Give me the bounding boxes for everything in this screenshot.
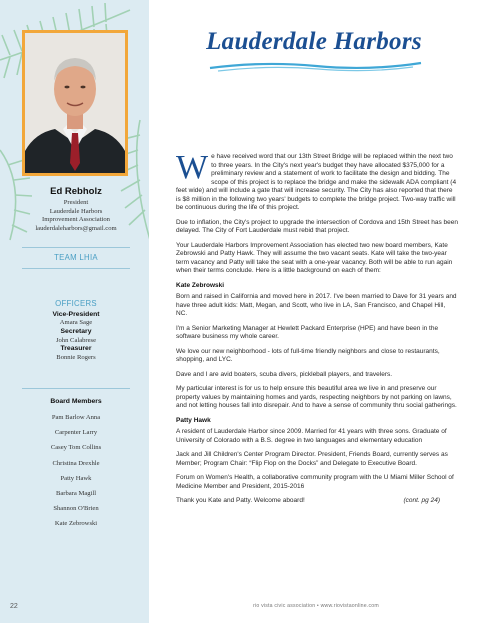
divider: [22, 268, 130, 269]
president-org-line-1: Lauderdale Harbors: [49, 207, 103, 215]
president-photo: [22, 30, 128, 176]
lead-text: e have received word that our 13th Street Bridge will be replaced within the next two to three years. In the City's next year's budget they have allocated $375,000 for a preliminary review and a statement of work to facilitate the design and bidding. The scope of this project is to replace the bridge and make the sidewalk ADA compliant (4 feet wide) and will include a gate that will increase security. The City has also reported that there is $8 million in the following two years' budgets to complete the bridge project. Two-way traffic will be continuous during the life of this project.: [176, 153, 457, 211]
officer-role: Secretary: [60, 328, 92, 336]
board-member: Kate Zebrowski: [54, 520, 98, 528]
divider: [22, 247, 130, 248]
kate-heading: Kate Zebrowski: [176, 281, 225, 289]
footer: rio vista civic association • www.riovistaonline.com: [253, 603, 379, 609]
board-member: Pam Barlow Anna: [51, 414, 101, 421]
team-label: TEAM LHIA: [54, 253, 98, 262]
board-member: Shannon O'Brien: [53, 505, 99, 513]
paragraph: Forum on Women's Health, a collaborative community program with the U Miami Miller School of Medicine Member and President, 2015-2016: [176, 474, 454, 490]
president-profile: [0, 186, 152, 233]
wave-underline-decoration: [208, 60, 423, 72]
masthead-title: Lauderdale Harbors: [206, 28, 422, 55]
drop-cap: W: [176, 149, 209, 186]
officer-name: John Calabrese: [55, 336, 97, 344]
continued-note: (cont. pg 24): [403, 497, 440, 504]
officer-role: Treasurer: [60, 345, 92, 353]
paragraph: Dave and I are avid boaters, scuba divers, pickleball players, and travelers.: [176, 370, 393, 378]
paragraph: Due to inflation, the City's project to upgrade the intersection of Cordova and 15th Street has been delayed. The City of Fort Lauderdale must rebid that project.: [176, 218, 458, 234]
officer-name: Amara Sage: [59, 319, 93, 327]
page-number: 22: [10, 603, 18, 610]
patty-heading: Patty Hawk: [176, 416, 211, 424]
article-body: [176, 149, 458, 512]
board-member: Barbara Magill: [55, 490, 97, 498]
president-title: President: [63, 199, 89, 206]
president-email[interactable]: lauderdaleharbors@gmail.com: [35, 224, 117, 232]
paragraph: I'm a Senior Marketing Manager at Hewlett Packard Enterprise (HPE) and have been in the software business my whole career.: [176, 324, 439, 340]
portrait-image: [25, 33, 125, 173]
paragraph: Your Lauderdale Harbors Improvement Association has elected two new board members, Kate Zebrowski and Patty Hawk. They will assume the two vacant seats. Kate will take the two-year term vacancy and Patty will take the seat with a one-year vacancy. Both will be able to run again when their terms conclude. Here is a little background on each of them:: [176, 241, 453, 274]
paragraph: We love our new neighborhood - lots of full-time friendly neighbors and close to restaurants, shopping, and LYC.: [176, 347, 440, 363]
paragraph: Jack and Jill Children's Center Program Director. President, Friends Board, currently serves as Member; Program Chair: “Flip Flop on the Docks” and Delegate to Executive Board.: [176, 451, 448, 467]
officers-heading: OFFICERS: [55, 299, 97, 308]
board-member: Carpenter Larry: [54, 429, 98, 437]
officer-role: Vice-President: [52, 311, 100, 318]
president-org-line-2: Improvement Association: [42, 216, 110, 224]
closing-text: Thank you Kate and Patty. Welcome aboard!: [176, 497, 305, 504]
officers-section: [0, 299, 152, 363]
board-heading: Board Members: [50, 398, 102, 405]
board-member: Christina Drexhle: [52, 459, 100, 467]
board-member: Patty Hawk: [60, 474, 92, 482]
president-name: Ed Rebholz: [50, 186, 102, 197]
lead-paragraph: [176, 149, 458, 213]
paragraph: My particular interest is for us to help ensure this beautiful area we live in and preserve our property values by maintaining homes and yards, respecting neighbors by not parking on lawns, and not letting houses fall into disrepair. And to have a sense of community thru social gatherings.: [176, 385, 457, 409]
divider: [22, 388, 130, 389]
officer-name: Bonnie Rogers: [56, 353, 96, 361]
paragraph: A resident of Lauderdale Harbor since 2009. Married for 41 years with three sons. Graduate of University of Colorado with a B.S. degree in two languages and elementary education: [176, 428, 447, 444]
board-section: [0, 398, 152, 532]
board-member: Casey Tom Collins: [50, 444, 102, 452]
paragraph: Born and raised in California and moved here in 2017. I've been married to Dave for 31 years and have three adult kids: Matt, Megan, and Scott, who live in LA, San Francisco, and Chapel Hill, NC.: [176, 293, 457, 317]
closing-paragraph: [176, 497, 458, 506]
sidebar: [0, 0, 152, 623]
